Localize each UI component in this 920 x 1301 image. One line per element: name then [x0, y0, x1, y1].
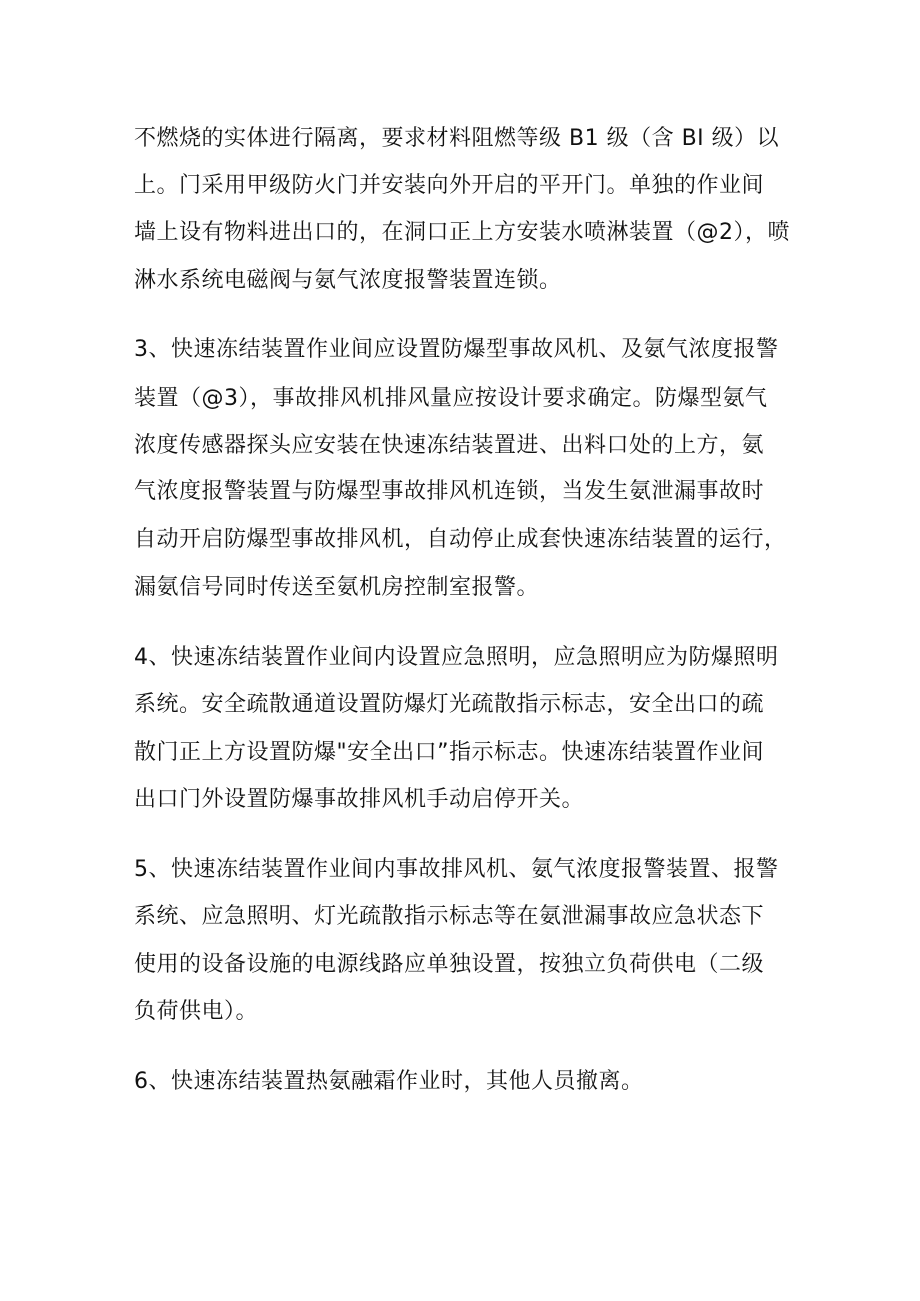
paragraph-3-line-1: 3、快速冻结装置作业间应设置防爆型事故风机、及氨气浓度报警 — [134, 337, 779, 362]
paragraph-3-line-5: 自动开启防爆型事故排风机，自动停止成套快速冻结装置的运行， — [134, 527, 787, 552]
paragraph-3-line-4: 气浓度报警装置与防爆型事故排风机连锁，当发生氨泄漏事故时 — [134, 479, 765, 504]
paragraph-3-line-2: 装置（@3），事故排风机排风量应按设计要求确定。防爆型氨气 — [134, 386, 768, 411]
paragraph-5-line-2: 系统、应急照明、灯光疏散指示标志等在氨泄漏事故应急状态下 — [134, 904, 765, 929]
paragraph-3-line-3: 浓度传感器探头应安装在快速冻结装置进、出料口处的上方，氨 — [134, 433, 765, 458]
paragraph-6-line-1: 6、快速冻结装置热氨融霜作业时，其他人员撤离。 — [134, 1069, 644, 1094]
paragraph-1-line-3: 墙上设有物料进出口的，在洞口正上方安装水喷淋装置（@2），喷 — [134, 220, 790, 245]
paragraph-4-line-4: 出口门外设置防爆事故排风机手动启停开关。 — [134, 787, 585, 812]
paragraph-3-line-6: 漏氨信号同时传送至氨机房控制室报警。 — [134, 575, 540, 600]
paragraph-5-line-3: 使用的设备设施的电源线路应单独设置，按独立负荷供电（二级 — [134, 952, 765, 977]
paragraph-1-line-2: 上。门采用甲级防火门并安装向外开启的平开门。单独的作业间 — [134, 173, 765, 198]
paragraph-4-line-3: 散门正上方设置防爆"安全出口”指示标志。快速冻结装置作业间 — [134, 740, 765, 765]
paragraph-1-line-1: 不燃烧的实体进行隔离，要求材料阻燃等级 B1 级（含 BI 级）以 — [134, 126, 780, 151]
paragraph-1-line-4: 淋水系统电磁阀与氨气浓度报警装置连锁。 — [134, 268, 562, 293]
paragraph-5-line-1: 5、快速冻结装置作业间内事故排风机、氨气浓度报警装置、报警 — [134, 857, 779, 882]
paragraph-5-line-4: 负荷供电）。 — [134, 999, 259, 1024]
paragraph-4-line-2: 系统。安全疏散通道设置防爆灯光疏散指示标志，安全出口的疏 — [134, 692, 765, 717]
paragraph-4-line-1: 4、快速冻结装置作业间内设置应急照明，应急照明应为防爆照明 — [134, 645, 779, 670]
